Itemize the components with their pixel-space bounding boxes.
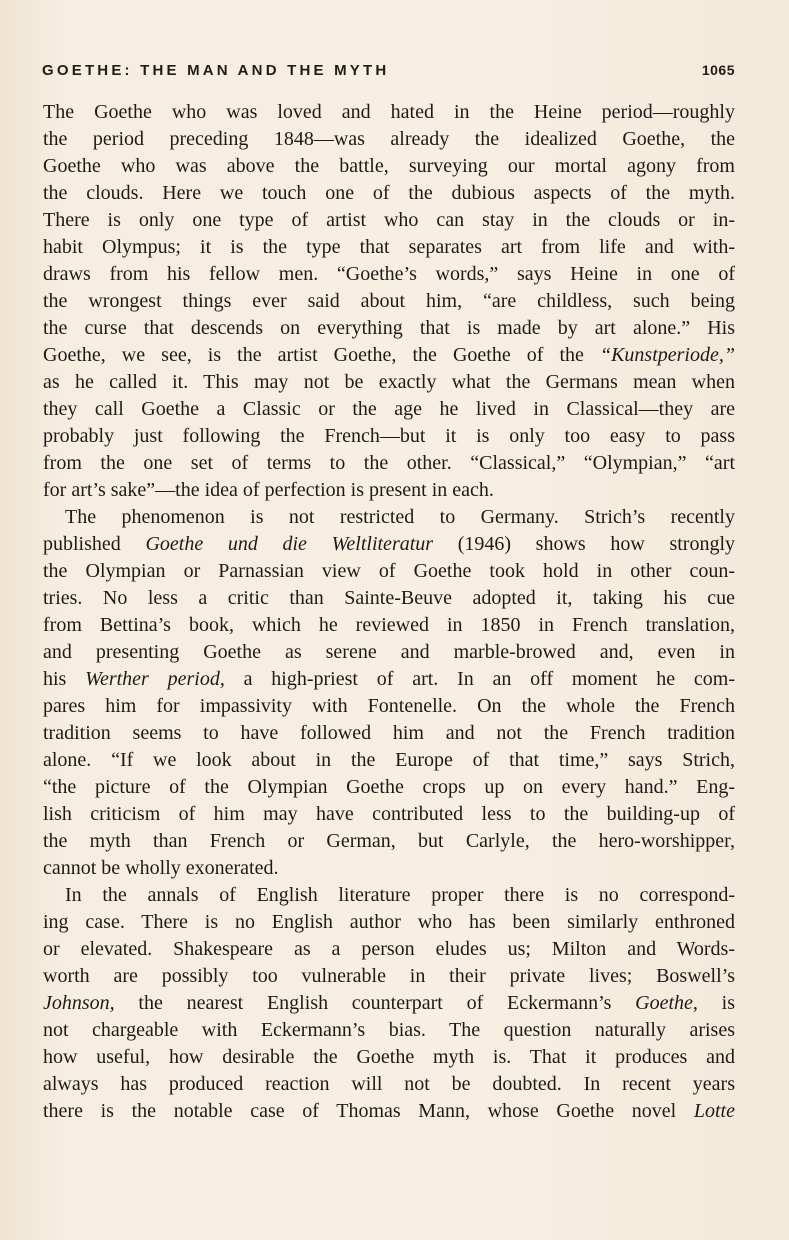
- paragraph: [43, 882, 735, 1125]
- text-line: [43, 612, 735, 639]
- text-line: [43, 531, 735, 558]
- text-line: [43, 855, 735, 882]
- text-run: worth are possibly too vulnerable in their private lives; Boswell’s: [43, 965, 735, 987]
- text-line: [43, 801, 735, 828]
- text-run: is: [697, 992, 735, 1014]
- text-run: from Bettina’s book, which he reviewed in 1850 in French translation,: [43, 614, 735, 636]
- italic-text: Johnson,: [43, 992, 115, 1014]
- text-line: [43, 315, 735, 342]
- text-run: the clouds. Here we touch one of the dubious aspects of the myth.: [43, 182, 735, 204]
- text-run: tradition seems to have followed him and not the French tradition: [43, 722, 735, 744]
- text-run: a high-priest of art. In an off moment he com-: [224, 668, 735, 690]
- running-head: [42, 62, 735, 86]
- text-line: [43, 342, 735, 369]
- text-run: cannot be wholly exonerated.: [43, 857, 279, 879]
- text-line: [43, 720, 735, 747]
- text-line: [43, 963, 735, 990]
- text-run: pares him for impassivity with Fontenelle. On the whole the French: [43, 695, 735, 717]
- text-line: [43, 477, 735, 504]
- text-run: ing case. There is no English author who has been similarly enthroned: [43, 911, 735, 933]
- text-run: there is the notable case of Thomas Mann, whose Goethe novel: [43, 1100, 694, 1122]
- text-run: In the annals of English literature proper there is no correspond-: [65, 884, 735, 906]
- text-run: always has produced reaction will not be doubted. In recent years: [43, 1073, 735, 1095]
- text-line: [43, 153, 735, 180]
- italic-text: Goethe und die Weltliteratur: [145, 533, 434, 555]
- page-number: 1065: [701, 62, 735, 78]
- text-run: or elevated. Shakespeare as a person eludes us; Milton and Words-: [43, 938, 735, 960]
- running-head-title: GOETHE: THE MAN AND THE MYTH: [42, 62, 390, 79]
- text-run: The phenomenon is not restricted to Germany. Strich’s recently: [65, 506, 735, 528]
- italic-text: “Kunstperiode,”: [599, 344, 735, 366]
- text-run: not chargeable with Eckermann’s bias. The question naturally arises: [43, 1019, 735, 1041]
- body-text: [43, 99, 735, 1125]
- text-run: as he called it. This may not be exactly what the Germans mean when: [43, 371, 735, 393]
- text-run: the nearest English counterpart of Eckermann’s: [114, 992, 636, 1014]
- text-run: the curse that descends on everything that is made by art alone.” His: [43, 317, 735, 339]
- text-run: “the picture of the Olympian Goethe crops up on every hand.” Eng-: [43, 776, 735, 798]
- text-run: for art’s sake”—the idea of perfection is present in each.: [43, 479, 494, 501]
- text-line: [43, 423, 735, 450]
- italic-text: Werther period,: [85, 668, 225, 690]
- text-line: [43, 747, 735, 774]
- text-line: [43, 450, 735, 477]
- text-run: habit Olympus; it is the type that separates art from life and with-: [43, 236, 735, 258]
- text-line: [43, 1098, 735, 1125]
- text-line: [43, 909, 735, 936]
- text-run: probably just following the French—but it is only too easy to pass: [43, 425, 735, 447]
- text-run: how useful, how desirable the Goethe myth is. That it produces and: [43, 1046, 735, 1068]
- text-run: lish criticism of him may have contributed less to the building-up of: [43, 803, 735, 825]
- text-line: [43, 882, 735, 909]
- text-line: [43, 126, 735, 153]
- text-line: [43, 234, 735, 261]
- text-line: [43, 261, 735, 288]
- text-line: [43, 828, 735, 855]
- text-run: the wrongest things ever said about him, “are childless, such being: [43, 290, 735, 312]
- paragraph: [43, 99, 735, 504]
- text-run: (1946) shows how strongly: [433, 533, 735, 555]
- text-line: [43, 1044, 735, 1071]
- text-line: [43, 936, 735, 963]
- text-line: [43, 639, 735, 666]
- text-line: [43, 774, 735, 801]
- text-run: tries. No less a critic than Sainte-Beuve adopted it, taking his cue: [43, 587, 735, 609]
- paragraph: [43, 504, 735, 882]
- text-run: draws from his fellow men. “Goethe’s words,” says Heine in one of: [43, 263, 735, 285]
- text-run: alone. “If we look about in the Europe of that time,” says Strich,: [43, 749, 735, 771]
- text-line: [43, 666, 735, 693]
- text-line: [43, 288, 735, 315]
- text-run: There is only one type of artist who can stay in the clouds or in-: [43, 209, 735, 231]
- text-line: [43, 1017, 735, 1044]
- text-line: [43, 693, 735, 720]
- text-line: [43, 99, 735, 126]
- text-run: they call Goethe a Classic or the age he lived in Classical—they are: [43, 398, 735, 420]
- text-line: [43, 1071, 735, 1098]
- text-line: [43, 504, 735, 531]
- text-run: Goethe who was above the battle, surveying our mortal agony from: [43, 155, 735, 177]
- text-line: [43, 369, 735, 396]
- text-run: the Olympian or Parnassian view of Goethe took hold in other coun-: [43, 560, 735, 582]
- text-line: [43, 585, 735, 612]
- text-run: Goethe, we see, is the artist Goethe, the Goethe of the: [43, 344, 600, 366]
- text-run: published: [43, 533, 146, 555]
- italic-text: Lotte: [693, 1100, 735, 1122]
- text-run: the period preceding 1848—was already the idealized Goethe, the: [43, 128, 735, 150]
- text-run: from the one set of terms to the other. “Classical,” “Olympian,” “art: [43, 452, 735, 474]
- text-run: the myth than French or German, but Carlyle, the hero-worshipper,: [43, 830, 735, 852]
- text-run: and presenting Goethe as serene and marble-browed and, even in: [43, 641, 735, 663]
- italic-text: Goethe,: [635, 992, 698, 1014]
- text-run: his: [43, 668, 86, 690]
- text-line: [43, 990, 735, 1017]
- text-line: [43, 180, 735, 207]
- text-run: The Goethe who was loved and hated in the Heine period—roughly: [43, 101, 735, 123]
- text-line: [43, 207, 735, 234]
- text-line: [43, 396, 735, 423]
- text-line: [43, 558, 735, 585]
